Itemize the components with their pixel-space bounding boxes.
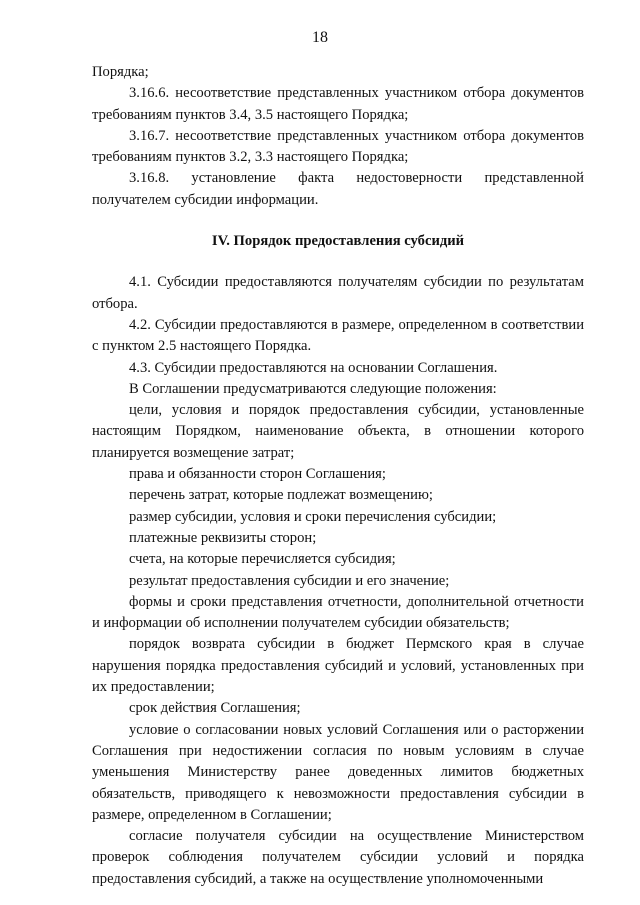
section-heading: IV. Порядок предоставления субсидий [211,233,465,250]
paragraph: размер субсидии, условия и сроки перечисления субсидии; [129,508,497,525]
paragraph: платежные реквизиты сторон; [129,529,317,546]
paragraph: Порядка; [92,64,149,80]
page-number: 18 [312,29,328,46]
spacer [92,252,584,272]
paragraph: результат предоставления субсидии и его значение; [129,572,450,589]
paragraph: 4.2. Субсидии предоставляются в размере, определенном в соответствии с пунктом 2.5 настоящего Порядка. [92,316,584,355]
paragraph: В Соглашении предусматриваются следующие положения: [129,380,497,397]
paragraph: срок действия Соглашения; [129,700,301,717]
paragraph: согласие получателя субсидии на осуществление Министерством проверок соблюдения получателем субсидии условий и порядка предоставления субсидий, а также на осуществление уполномоченными [92,828,584,887]
paragraph: перечень затрат, которые подлежат возмещению; [129,487,433,504]
paragraph: права и обязанности сторон Соглашения; [129,466,386,483]
paragraph: порядок возврата субсидии в бюджет Пермского края в случае нарушения порядка предоставления субсидий и условий, установленных при их предоставлении; [92,636,584,696]
paragraph: цели, условия и порядок предоставления субсидии, установленные настоящим Порядком, наименование объекта, в отношении которого планируется возмещение затрат; [92,402,584,461]
paragraph: формы и сроки представления отчетности, дополнительной отчетности и информации об исполнении получателем субсидии обязательств; [92,593,584,632]
spacer [92,211,584,231]
paragraph: 4.3. Субсидии предоставляются на основании Соглашения. [129,359,498,376]
paragraph: 4.1. Субсидии предоставляются получателям субсидии по результатам отбора. [92,274,584,312]
paragraph: 3.16.6. несоответствие представленных участником отбора документов требованиям пунктов 3.4, 3.5 настоящего Порядка; [92,85,584,123]
paragraph: условие о согласовании новых условий Соглашения или о расторжении Соглашения при недостижении согласия по новым условиям в случае уменьшения Министерству ранее доведенных лимитов бюджетных обязательств, приводящего к невозможности предоставления субсидии в размере, определенном в Соглашении; [92,721,584,823]
document-body [92,62,584,890]
paragraph: 3.16.8. установление факта недостоверности представленной получателем субсидии информации. [92,170,584,208]
paragraph: 3.16.7. несоответствие представленных участником отбора документов требованиям пунктов 3.2, 3.3 настоящего Порядка; [92,127,584,166]
paragraph: счета, на которые перечисляется субсидия; [129,551,396,568]
